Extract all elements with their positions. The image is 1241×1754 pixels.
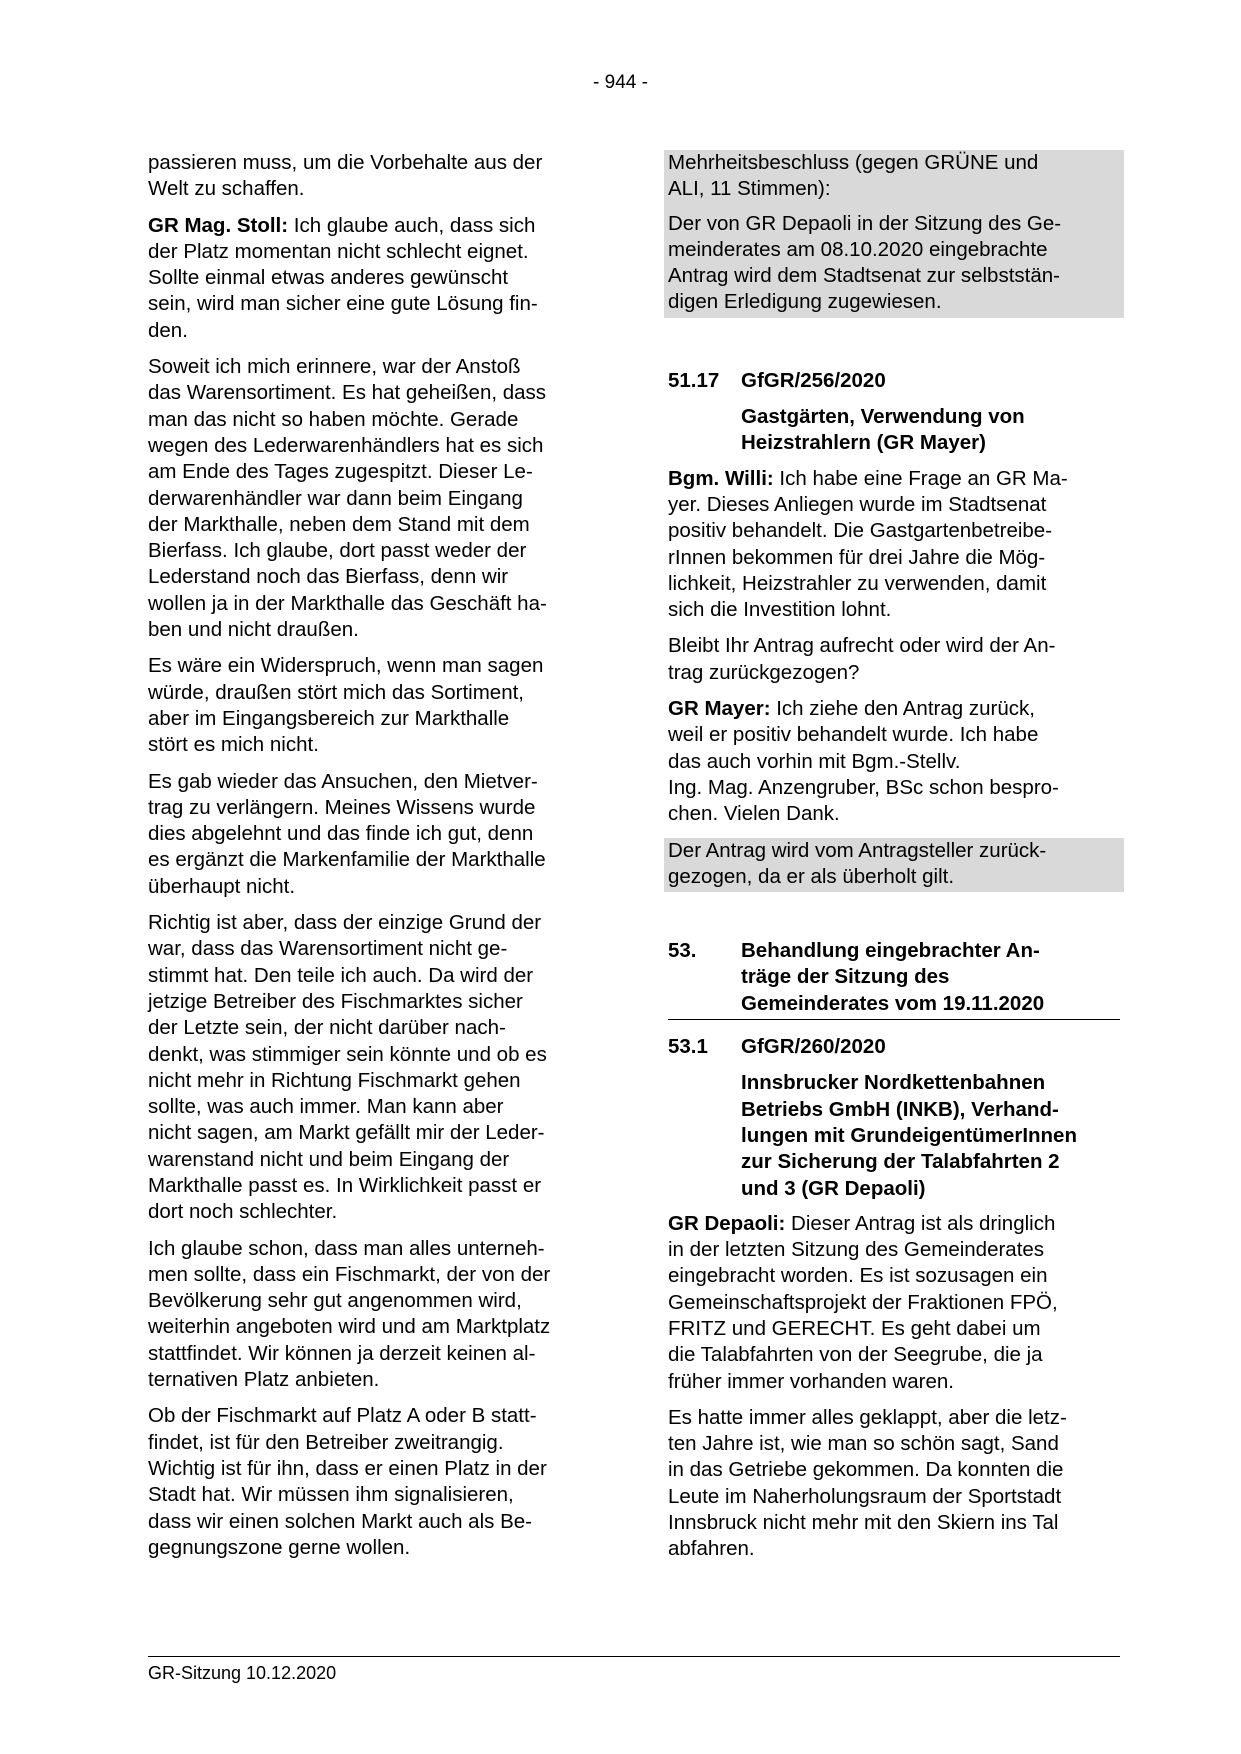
item-number: 53.: [668, 939, 697, 963]
item-title: Gastgärten, Verwendung von Heizstrahlern (GR Mayer): [741, 405, 1025, 455]
paragraph: Es gab wieder das Ansuchen, den Mietver- trag zu verlängern. Meines Wissens wurde dies abgelehnt und das finde ich gut, denn es ergänzt die Markenfamilie der Markthalle überhaupt nicht.: [148, 769, 546, 898]
footer-rule: [148, 1656, 1120, 1657]
speech-stoll: [148, 213, 603, 344]
speech-willi: [668, 466, 1120, 624]
decision-text: Der von GR Depaoli in der Sitzung des Ge- meinderates am 08.10.2020 eingebrachte Antrag wird dem Stadtsenat zur selbststän- digen Erledigung zugewiesen.: [668, 211, 1062, 314]
decision-heading: Mehrheitsbeschluss (gegen GRÜNE und ALI, 11 Stimmen):: [668, 151, 1039, 201]
paragraph: Richtig ist aber, dass der einzige Grund der war, dass das Warensortiment nicht ge- stimmt hat. Den teile ich auch. Da wird der jetzige Betreiber des Fischmarktes sicher der Letzte sein, der nicht darüber nach- denkt, was stimmiger sein könnte und ob es nicht mehr in Richtung Fischmarkt gehen sollte, was auch immer. Man kann aber nicht sagen, am Markt gefällt mir der Leder- warenstand nicht und beim Eingang der Markthalle passt es. In Wirklichkeit passt er dort noch schlechter.: [148, 911, 547, 1224]
agenda-item-53-1: [668, 1034, 1120, 1060]
speech-text: Ich ziehe den Antrag zurück, weil er positiv behandelt wurde. Ich habe das auch vorhin mit Bgm.-Stellv. Ing. Mag. Anzengruber, BSc schon bespro- chen. Vielen Dank.: [668, 697, 1059, 826]
item-code: GfGR/256/2020: [741, 368, 886, 392]
decision-text: Der Antrag wird vom Antragsteller zurück- gezogen, da er als überholt gilt.: [668, 838, 1047, 888]
decision-box: [664, 150, 1124, 318]
page-number: - 944 -: [593, 72, 648, 93]
paragraph: passieren muss, um die Vorbehalte aus der Welt zu schaffen.: [148, 151, 543, 201]
speech-depaoli: [668, 1211, 1120, 1395]
paragraph: Ich glaube schon, dass man alles unterneh- men sollte, dass ein Fischmarkt, der von der Bevölkerung sehr gut angenommen wird, weiterhin angeboten wird und am Marktplatz stattfindet. Wir können ja derzeit keinen al- ternativen Platz anbieten.: [148, 1236, 551, 1392]
paragraph: Es wäre ein Widerspruch, wenn man sagen würde, draußen stört mich das Sortiment, aber im Eingangsbereich zur Markthalle stört es mich nicht.: [148, 654, 544, 757]
paragraph: Bleibt Ihr Antrag aufrecht oder wird der An- trag zurückgezogen?: [668, 634, 1056, 684]
item-number: 53.1: [668, 1035, 708, 1059]
agenda-item-53: [668, 938, 1120, 1020]
item-number: 51.17: [668, 368, 720, 392]
footer: GR-Sitzung 10.12.2020: [148, 1663, 337, 1683]
paragraph: Ob der Fischmarkt auf Platz A oder B statt- findet, ist für den Betreiber zweitrangig. Wichtig ist für ihn, dass er einen Platz in der Stadt hat. Wir müssen ihm signalisieren, dass wir einen solchen Markt auch als Be- gegnungszone gerne wollen.: [148, 1404, 547, 1559]
speaker-name: Bgm. Willi:: [668, 466, 774, 490]
speech-text: Dieser Antrag ist als dringlich in der letzten Sitzung des Gemeinderates eingebracht worden. Es ist sozusagen ein Gemeinschaftsprojekt der Fraktionen FPÖ, FRITZ und GERECHT. Es geht dabei um die Talabfahrten von der Seegrube, die ja früher immer vorhanden waren.: [668, 1211, 1058, 1393]
left-column: [148, 150, 603, 1571]
item-code: GfGR/260/2020: [741, 1035, 886, 1059]
paragraph: Soweit ich mich erinnere, war der Anstoß das Warensortiment. Es hat geheißen, dass man das nicht so haben möchte. Gerade wegen des Lederwarenhändlers hat es sich am Ende des Tages zugespitzt. Dieser Le- derwarenhändler war dann beim Eingang der Markthalle, neben dem Stand mit dem Bierfass. Ich glaube, dort passt weder der Lederstand noch das Bierfass, denn wir wollen ja in der Markthalle das Geschäft ha- ben und nicht draußen.: [148, 355, 547, 642]
agenda-item-51-17: [668, 368, 1120, 394]
speaker-name: GR Depaoli:: [668, 1211, 786, 1235]
decision-box: [664, 838, 1124, 893]
paragraph: Es hatte immer alles geklappt, aber die letz- ten Jahre ist, wie man so schön sagt, Sand in das Getriebe gekommen. Da konnten die Leute im Naherholungsraum der Sportstadt Innsbruck nicht mehr mit den Skiern ins Tal abfahren.: [668, 1405, 1067, 1561]
speech-text: Ich glaube auch, dass sich der Platz momentan nicht schlecht eignet. Sollte einmal etwas anderes gewünscht sein, wird man sicher eine gute Lösung fin- den.: [148, 213, 538, 342]
item-title: Behandlung eingebrachter An- träge der Sitzung des Gemeinderates vom 19.11.2020: [741, 939, 1045, 1015]
right-column: [668, 150, 1120, 1573]
speaker-name: GR Mayer:: [668, 697, 771, 721]
item-title: Innsbrucker Nordkettenbahnen Betriebs GmbH (INKB), Verhand- lungen mit GrundeigentümerInnen zur Sicherung der Talabfahrten 2 und 3 (GR Depaoli): [741, 1071, 1077, 1200]
speech-mayer: [668, 696, 1120, 827]
speaker-name: GR Mag. Stoll:: [148, 213, 289, 237]
speech-text: Ich habe eine Frage an GR Ma- yer. Dieses Anliegen wurde im Stadtsenat positiv behandelt. Die Gastgartenbetreibe- rInnen bekommen für drei Jahre die Mög- lichkeit, Heizstrahler zu verwenden, damit sich die Investition lohnt.: [668, 466, 1068, 622]
